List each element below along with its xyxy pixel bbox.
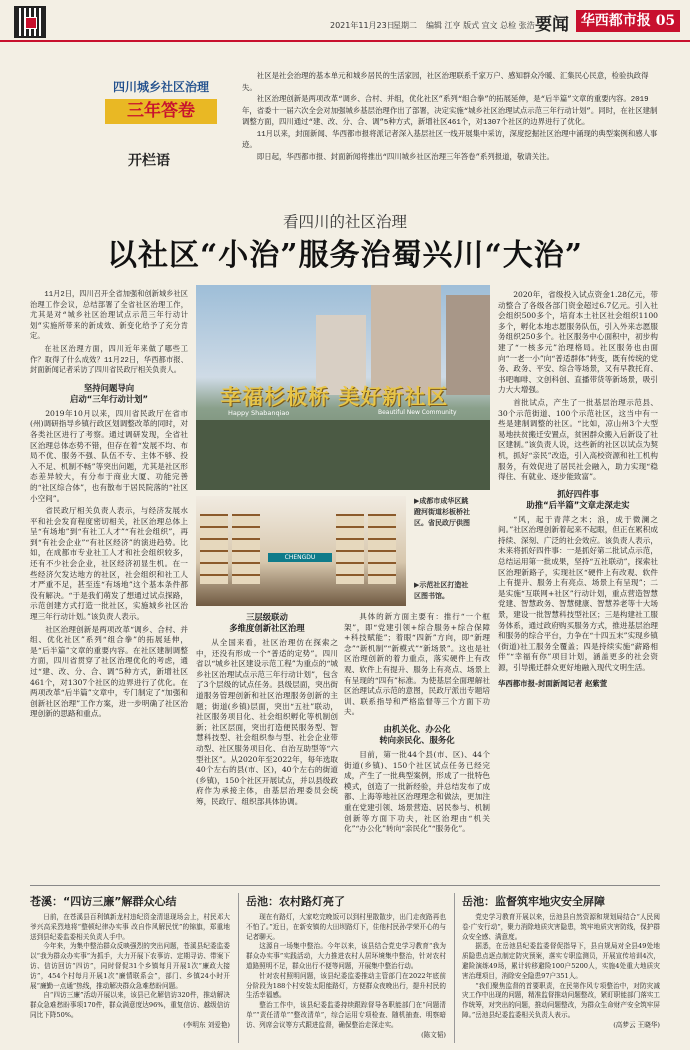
subhead-3 <box>344 724 490 746</box>
brief-paragraph: “我们聚焦监督的首要职责，在民第作风专项整治中，对防灾减灾工作中出现的问题，精准监督推动问题整改，紧盯职能部门落实工作统筹，对突出的问题，推动问题整改，为群众生命财产安全筑牢屏障。”岳池县纪委监委相关负责人表示。 <box>462 981 660 1019</box>
editor-note <box>242 72 662 164</box>
brief-3 <box>462 893 660 1031</box>
brief-paragraph: 这源自一场集中整治。今年以来，该县结合党史学习教育“我为群众办实事”实践活动，大力推进农村人居环境集中整治，针对农村道路照明不足，群众出行不便等问题，开展集中整治行动。 <box>246 942 446 970</box>
brief-paragraph: 日前，在苍溪县百利镇新龙村违纪资金清退现场会上，村民邓大爷兴高采烈地将“整顿纪律办实事 改自作风解民忧”的锦旗，郑重地送到县纪委监委相关负责人手中。 <box>30 913 230 941</box>
subhead-line: 三层级联动 <box>246 612 288 622</box>
section-name: 要闻 <box>535 15 569 35</box>
caption-line: 区。省民政厅供图 <box>414 519 470 527</box>
brief-paragraph: 整治工作中，该县纪委监委持续跟踪督导各职能部门在“问题清单”“责任清单”“整改清单”，综合运用专项检查、随机抽查、明察暗访、列席会议等方式跟进监督，确保整治走深走实。 <box>246 1001 446 1029</box>
subhead-line: 启动“三年行动计划” <box>69 393 148 404</box>
header-rule <box>0 40 690 42</box>
lead-paragraph: 在社区治理方面，四川近年来做了哪些工作？取得了什么成效？11月22日，华西都市报、封面新闻记者采访了四川省民政厅相关负责人。 <box>30 345 188 376</box>
body-paragraph: 具体的新方面主要有：推行“一个框架”，即“党建引领+综合服务+综合保障+科技赋能”；着眼“四新”方向，即“新理念”“新机制”“新模式”“新场景”。这也是社区治理创新的着力重点，落实硬件上有改观、软件上有提升、服务上有亮点、场景上有呈现的“四有”标准。为使基层全面理解社区治理试点示范的意图，民政厅派出专题培训、联系指导和严格监督等三个方面下功夫。 <box>344 612 490 717</box>
editor-note-paragraph: 即日起，华西都市报、封面新闻将推出“四川城乡社区治理三年答卷”系列报道，敬请关注。 <box>256 153 554 162</box>
issue-date: 2021年11月23日 <box>330 21 395 30</box>
subhead-line: 多维度创新社区治理 <box>229 623 305 633</box>
caption-line: ▶成都市成华区跳 <box>414 497 469 505</box>
brief-paragraph: 党史学习教育开展以来，岳池县自然资源和规划局结合“人民阅卷·广安行动”，聚力消除地质灾害隐患，筑牢地质灾害防线，保护群众安全感、满意度。 <box>462 913 660 941</box>
brief-1 <box>30 893 230 1031</box>
article-kicker: 看四川的社区治理 <box>282 213 407 231</box>
body-paragraph: 从全国来看，社区治理仿在探索之中，还没有形成一个“普适的定势”。四川省以“城乡社区建设示范工程”为重点的“城乡社区治理试点示范三年行动计划”，包含了3个层级的试点任务。县级层面，突出街道服务管理创新和社区治理服务创新的主题；街道(乡镇)层面，突出“五社”联动，社区服务项目化、社会组织孵化等机制创新；社区层面，突出打造便民服务型、智慧科技型、社会组织参与型、社会企业带动型、社区服务项目化、自治互助型等“六型社区”。从2020年至2022年，每年选取40个左右的县(市、区)，40个左右的街道(乡镇)，150个社区开展试点，并以县级政府作为承接主体，由基层治理委员会统筹，民政厅、组织部具体协调。 <box>196 638 338 806</box>
body-paragraph: 2020年，省级投入试点资金1.28亿元，带动整合了各级各部门资金超过6.7亿元。引入社会组织500多个，培育本土社区社会组织1100多个，孵化本地志愿服务队伍，引入外来志愿服务组织250多个。社区服务中心面积中，初步构建了“一核多元”治理格局。社区服务也由面向“一老一小”向“普适群体”转变，既有传统的党务、政务、平安、综合等场景，又有早教托育、书吧咖啡、文创科创、直播带货等新场景，吸引力大大增强。 <box>498 290 658 395</box>
brief-paragraph: 自“四访三廉”活动开展以来，该县已化解信访320件，推动解决群众急难愁盼事项170件，群众满意度达96%，重复信访、越级信访同比下降50%。 <box>30 991 230 1019</box>
body-paragraph: 社区治理创新是两项改革“调乡、合村、并组、优化社区”系列“组合拳”的拓展延伸，是“后半篇”文章的重要内容。在社区建制调整方面，四川省贯穿了社区治理优化的考虑，通过“建、改、分、合、调”5种方式，新增社区461个，对1307个社区的边界进行了优化。在两项改革“后半篇”文章中，专门制定了“加强和创新社区治理”工作方案，进一步明确了社区治理创新的思路和重点。 <box>30 624 188 719</box>
body-paragraph: 2019年10月以来，四川省民政厅在省市(州)调研指导乡镇行政区划调整改革的同时，对各类社区进行了考察。通过调研发现，全省社区治理总体态势不错，但存在着“发展不均、布局不优、服务不强、队伍不专、主体不够、投入不足、机制不畅”等突出问题，尤其是社区形态差异较大，有分布于商业大厦、功能完善的“社区综合体”，也有散布于居民院落的“社区小空间”。 <box>30 408 188 503</box>
article-column-3 <box>344 612 490 837</box>
lead-paragraph: 11月2日，四川召开全省加强和创新城乡社区治理工作会议，总结部署了全省社区治理工作，尤其是对“城乡社区治理试点示范三年行动计划”实施所带来的新成效、新变化给予了充分肯定。 <box>30 291 188 342</box>
caption-line: ▶示范社区打造社 <box>414 581 469 589</box>
brief-byline: (李明东 刘爱艳) <box>183 1020 230 1029</box>
body-paragraph: “风，起于青萍之末；浪，成于微澜之间。”社区治理创新着起来不起眼，但正在累积成持续、深刻、广泛的社会效应。该负责人表示，未来将抓好四件事：一是抓好第二批试点示范，总结运用第一批成果，坚持“五社联动”，探索社区治理新路子，实现社区“硬件上有改观、软件上有提升、服务上有亮点、场景上有呈现”；二是实施“互联网+社区”行动计划，重点营造智慧党建、智慧政务、智慧健康、智慧养老等十大场景，建设一批智慧科技型社区；三是构建社工服务体系，通过政府购买服务方式，推进基层治理和服务的综合平台，力争在“十四五末”实现乡镇(街道)社工服务全覆盖；四是持续实施“薪路相伴”“幸福有你”项目计划，涵盖更多的社会资源，引导搬迁群众更好地融入现代文明生活。 <box>498 514 658 672</box>
subhead-line: 坚持问题导向 <box>83 382 135 393</box>
article-byline: 华西都市报-封面新闻记者 赵紫萱 <box>498 678 608 688</box>
brief-2 <box>246 893 446 1040</box>
article-headline: 以社区“小治”服务治蜀兴川“大治” <box>106 238 584 273</box>
bottom-divider <box>30 885 660 886</box>
subhead-4 <box>498 489 658 511</box>
subhead-line: 助推“后半篇”文章走深走实 <box>526 499 630 510</box>
page-editors: 编辑 江亨 版式 宜文 总检 张浩 <box>426 21 535 30</box>
intro-label: 开栏语 <box>128 153 170 169</box>
article-column-4 <box>498 290 658 693</box>
page-number: 05 <box>655 13 676 29</box>
brief-title: 岳池：农村路灯亮了 <box>246 895 345 908</box>
brief-title: 苍溪：“四访三廉”解群众心结 <box>30 895 177 908</box>
brief-paragraph: 针对农村照明问题，该县纪委监委推动主管部门在2022年底前分阶段为188个村安装太阳能路灯，方便群众夜晚出行，提升村民的生活幸福感。 <box>246 971 446 1000</box>
brief-paragraph: 现在有路灯，大家吃完晚饭可以到村里散散步，出门走夜路再也不怕了。”近日，在新安镇的大田坝路灯下，住他村民孙学荣开心的与记者聊天。 <box>246 913 446 941</box>
brief-paragraph: 据悉，在岳池县纪委监委督促指导下，县自规局对全县49处地质隐患点逐点制定防灾预案，落实专职监测员，开展宣传培训4次，避险演练49场，累计转移避险100户5200人，实施4处重大地质灾害治理项目，消除安全隐患97户351人。 <box>462 942 660 980</box>
qr-code <box>14 6 46 38</box>
brief-paragraph: 今年来，为集中整治群众反映强烈的突出问题，苍溪县纪委监委以“我为群众办实事”为抓手，大力开展下农事访、定期寻访、带案下访、信访回访“四访”，同时督促31个乡镇每月开展1次“廉政大接访”，454个村每月开展1次“廉情联系会”，部门、乡镇24小时开展“廉勤一点通”热线，推动解决群众急难愁盼问题。 <box>30 942 230 990</box>
library-photo <box>196 496 406 606</box>
subhead-line: 转向亲民化、服务化 <box>379 734 455 745</box>
column-divider <box>238 893 239 1043</box>
community-sign: 幸福杉板桥 美好新社区 <box>220 385 449 409</box>
photo2-caption <box>414 580 490 602</box>
issue-weekday: 星期二 <box>393 21 417 30</box>
subhead-1 <box>30 383 188 405</box>
editor-note-paragraph: 社区是社会治理的基本单元和城乡居民的生活家园，社区治理联系千家万户、感知群众冷暖、汇集民心民意，检验执政得失。 <box>242 73 649 93</box>
community-sign-en: Happy Shabanqiao <box>228 409 290 417</box>
newspaper-logo <box>576 10 680 32</box>
series-name: 四川城乡社区治理 <box>112 80 209 94</box>
community-sign-en-2: Beautiful New Community <box>378 409 457 416</box>
editor-note-paragraph: 社区治理创新是两项改革“调乡、合村、并组，优化社区”系列“组合拳”的拓展延伸，是“后半篇”文章的重要内容。2019年，省委十一届六次全会对加强城乡基层治理作出了部署，决定实施“城乡社区治理试点示范三年行动计划”。同时，在社区建制调整方面，四川通过“建、改、分、合、调”5种方式，新增社区461个，对1307个社区的边界进行了优化。 <box>242 96 658 127</box>
body-paragraph: 省民政厅相关负责人表示，与经济发展水平和社会发育程度密切相关，社区治理总体上呈“有场地”到“有社工人才”“有社会组织”，再到“有社会企业”“有社区经济”的演进趋势。比如，在成都市专业社工人才和社会组织较多，还有不少社会企业，社区经济初显生机。在一些经济欠发达地方的社区，社会组织和社工人才严重不足，甚至连“有场地”这个基本条件都没有解决。“于是我们萌发了想通过试点探路，示范创建方式打造一批社区，实施城乡社区治理三年行动计划。”该负责人表示。 <box>30 506 188 622</box>
library-banner: CHENGDU <box>268 553 332 562</box>
subhead-2 <box>196 612 338 634</box>
newspaper-name: 华西都市报 <box>580 13 651 29</box>
column-divider <box>454 893 455 1043</box>
caption-line: 区图书馆。 <box>414 592 449 600</box>
page-header <box>0 0 690 44</box>
editor-note-paragraph: 11月以来，封面新闻、华西都市报将派记者深入基层社区一线开展集中采访，深度挖掘社区治理中涌现的典型案例和感人事迹。 <box>242 130 658 150</box>
subhead-line: 由机关化、办公化 <box>383 723 451 734</box>
body-paragraph: 目前，第一批44个县(市、区)、44个街道(乡镇)、150个社区试点任务已经完成，产生了一批典型案例，形成了一批特色模式，创造了一批新经验，并总结发布了成都、上海等地社区治理理念和做法，更加注重在党建引领、场景营造、居民参与、机制创新等方面下功夫，社区治理由“机关化”“办公化”转向“亲民化”“服务化”。 <box>344 749 490 834</box>
caption-line: 蹬河街道杉板桥社 <box>414 508 470 516</box>
article-column-2 <box>196 612 338 810</box>
series-badge <box>95 78 227 138</box>
series-tag: 三年答卷 <box>105 99 217 124</box>
subhead-line: 抓好四件事 <box>557 488 599 499</box>
brief-byline: (陈文韬) <box>421 1030 446 1039</box>
brief-title: 岳池：监督筑牢地灾安全屏障 <box>462 895 605 908</box>
photo1-caption <box>414 496 490 529</box>
brief-byline: (高梦云 王晓华) <box>613 1020 660 1029</box>
article-column-1 <box>30 290 188 722</box>
body-paragraph: 首批试点，产生了一批基层治理示范县、30个示范街道、100个示范社区，这当中有一些是建制调整的社区。“比如，凉山州3个大型易地扶贫搬迁安置点，贫困群众搬入后新设了社区建制。”该负责人说，这些新的社区以试点为契机，抓好“亲民”改造，引入高校资源和社工机构服务，有效促进了居民社会融入，助力实现“稳得住、有就业、逐步能致富”。 <box>498 397 658 482</box>
community-photo <box>196 285 490 490</box>
